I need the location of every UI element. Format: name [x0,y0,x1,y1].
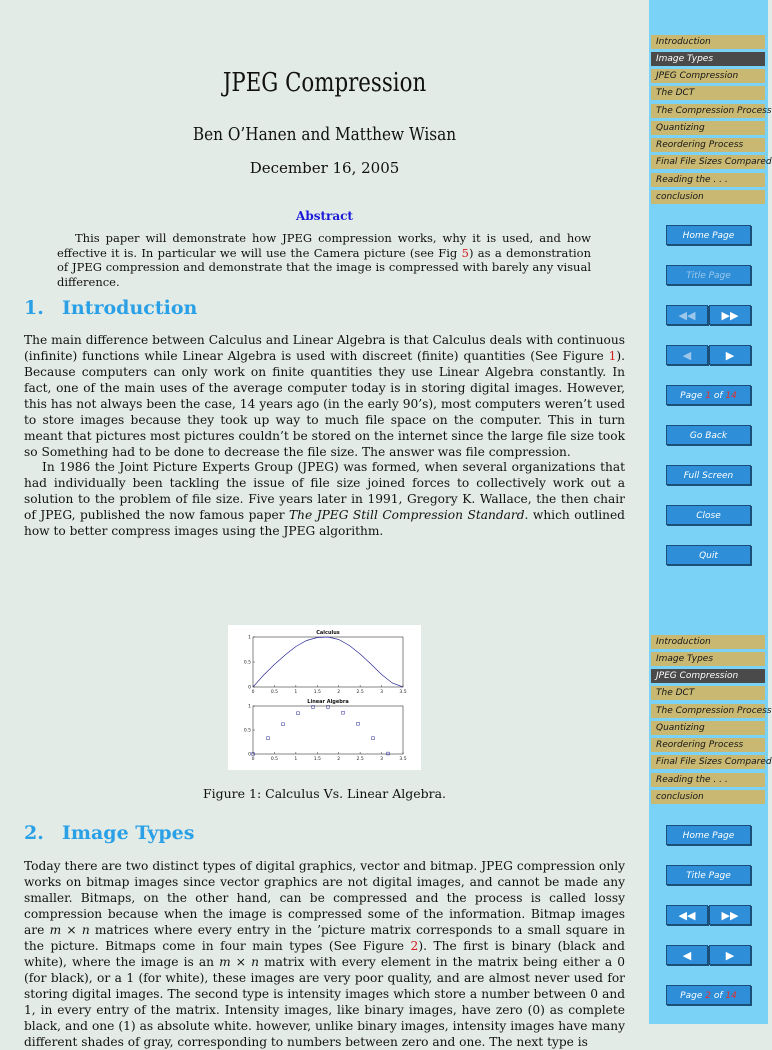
nav-bottom-compression-process[interactable]: The Compression Process [651,704,765,718]
x-tick-label: 1.5 [313,690,321,695]
page-total: 14 [725,991,737,1001]
nav-bottom-jpeg-compression[interactable]: JPEG Compression [651,669,765,683]
home-page-button[interactable]: Home Page [666,825,751,845]
scatter-point [372,737,375,740]
plot-title: Calculus [316,630,340,636]
nav-top-introduction[interactable]: Introduction [651,35,765,49]
figure-1-charts [228,625,421,770]
abstract-pre: This paper will demonstrate how JPEG compression works, why it is used, and how effective it is. In particular we will use the Camera picture (see Fig [57,231,591,260]
intro-paragraph-1 [24,332,625,460]
section-heading-introduction [24,297,197,319]
nav-bottom-introduction[interactable]: Introduction [651,635,765,649]
scatter-point [267,737,270,740]
intro-p1-pre: The main difference between Calculus and Linear Algebra is that Calculus deals with continuous (infinite) functions while Linear Algebra is used with discreet (finite) quantities (See Figure [24,333,625,363]
figure-reference-link[interactable]: 1 [608,349,617,363]
section-title: Image Types [62,822,195,844]
scatter-point [282,723,285,726]
previous-page-button[interactable]: ◀ [666,345,708,365]
figure-caption: Figure 1: Calculus Vs. Linear Algebra. [202,786,447,801]
x-tick-label: 0 [251,690,255,695]
page-total: 14 [725,391,737,401]
abstract-text [57,231,591,289]
nav-bottom-reading-the[interactable]: Reading the . . . [651,773,765,787]
nav-bottom-conclusion[interactable]: conclusion [651,790,765,804]
x-tick-label: 2 [337,757,341,762]
x-tick-label: 3 [380,757,384,762]
full-screen-button[interactable]: Full Screen [666,465,751,485]
intro-paragraph-2 [24,459,625,539]
previous-section-button[interactable]: ◀◀ [666,905,708,925]
it-p1-d: matrix with every element in the matrix being either a 0 (for black), or a 1 (for white), these images are very poor quality, and are almost never used for storing digital images. The second type is intensity images which store a number between 0 and 1, in every entry of the matrix. Intensity images, like binary images, have zero (0) as complete black, and one (1) as absolute white. however, unlike binary images, intensity images have many different shades of gray, corresponding to numbers between zero and one. The next type is [24,955,625,1049]
paper-title-italic: The JPEG Still Compression Standard. [289,508,529,522]
next-page-button[interactable]: ▶ [709,345,751,365]
page-current: 2 [705,991,711,1001]
section-heading-image-types [24,822,194,844]
title-page-button[interactable]: Title Page [666,865,751,885]
document-date: December 16, 2005 [249,159,400,177]
x-tick-label: 0 [251,757,255,762]
it-p1-a: Today there are two distinct types of digital graphics, vector and bitmap. JPEG compression only works on bitmap images since vector graphics are not digital images, and cannot be made any smaller. Bitmaps, on the other hand, can be compressed and the process is called lossy compression because when the image is compressed some of the information. Bitmap images are [24,859,625,937]
abstract-heading: Abstract [296,209,353,223]
document-authors: Ben O’Hanen and Matthew Wisan [192,124,457,145]
y-tick-label: 1 [248,704,251,710]
math-m-by-n: m × n [219,955,259,969]
plot-frame [253,706,403,754]
nav-bottom-reordering-process[interactable]: Reordering Process [651,738,765,752]
go-back-button[interactable]: Go Back [666,425,751,445]
x-tick-label: 1 [294,757,298,762]
nav-bottom-quantizing[interactable]: Quantizing [651,721,765,735]
page-of: of [710,991,726,1001]
page-of: of [710,391,726,401]
x-tick-label: 2.5 [356,757,364,762]
plot-frame [253,637,403,687]
nav-top-final-file-sizes[interactable]: Final File Sizes Compared [651,155,765,169]
page-prefix: Page [680,391,706,401]
intro-p1-post: ). Because computers can only work on finite quantities they use Linear Algebra constantly. In fact, one of the main uses of the average computer today is in storing digital images. However, this has not always been the case, 14 years ago (in the early 90’s), most computers weren’t used to store images because they took up way to much file space on the computer. This in turn meant that pictures most pictures couldn’t be stored on the internet since the large file size took so Something had to be done to decrease the file size. The answer was file compression. [24,349,625,459]
nav-bottom-final-file-sizes[interactable]: Final File Sizes Compared [651,755,765,769]
home-page-button[interactable]: Home Page [666,225,751,245]
nav-top-image-types[interactable]: Image Types [651,52,765,66]
next-section-button[interactable]: ▶▶ [709,905,751,925]
figure-1 [228,625,421,770]
next-page-button[interactable]: ▶ [709,945,751,965]
x-tick-label: 0.5 [270,757,279,762]
nav-bottom-image-types[interactable]: Image Types [651,652,765,666]
nav-bottom-the-dct[interactable]: The DCT [651,686,765,700]
section-number: 1. [24,297,44,319]
next-section-button[interactable]: ▶▶ [709,305,751,325]
nav-top-quantizing[interactable]: Quantizing [651,121,765,135]
math-m-by-n: m × n [49,923,90,937]
figure-reference-link[interactable]: 2 [410,939,419,953]
previous-page-button[interactable]: ◀ [666,945,708,965]
plot-title: Linear Algebra [307,699,349,705]
scatter-point [342,711,345,714]
scatter-point [297,712,300,715]
page-indicator [666,385,751,405]
it-p1-c: ). The first is binary (black and white), where the image is an [24,939,625,969]
intro-p2-pre: In 1986 the Joint Picture Experts Group (JPEG) was formed, when several organizations that had individually been tackling the issue of file size joined forces to collectively work out a solution to the problem of file size. Five years later in 1991, Gregory K. Wallace, the then chair of JPEG, published the now famous paper [24,460,625,522]
figure-reference-link[interactable]: 5 [461,245,469,260]
nav-top-reordering-process[interactable]: Reordering Process [651,138,765,152]
nav-top-conclusion[interactable]: conclusion [651,190,765,204]
image-types-paragraph [24,858,625,1050]
page-prefix: Page [680,991,706,1001]
y-tick-label: 0.5 [243,728,251,734]
x-tick-label: 1 [294,690,298,695]
document-title: JPEG Compression [222,68,427,98]
intro-p2-post: which outlined how to better compress images using the JPEG algorithm. [24,508,625,538]
abstract-post: ) as a demonstration of JPEG compression and demonstrate that the image is compressed with barely any visual difference. [57,245,591,289]
previous-section-button[interactable]: ◀◀ [666,305,708,325]
y-tick-label: 1 [248,635,251,641]
x-tick-label: 1.5 [313,757,321,762]
x-tick-label: 3 [380,690,384,695]
nav-top-reading-the[interactable]: Reading the . . . [651,173,765,187]
title-page-button[interactable]: Title Page [666,265,751,285]
y-tick-label: 0 [248,685,251,691]
y-tick-label: 0 [248,752,251,758]
scatter-point [387,752,390,755]
page-indicator [666,985,751,1005]
scatter-point [357,722,360,725]
y-tick-label: 0.5 [243,660,251,666]
x-tick-label: 2.5 [356,690,364,695]
page-current: 1 [705,391,711,401]
close-button[interactable]: Close [666,505,751,525]
section-number: 2. [24,822,44,844]
x-tick-label: 0.5 [270,690,279,695]
quit-button[interactable]: Quit [666,545,751,565]
it-p1-b: matrices where every entry in the ’picture matrix corresponds to a small square in the picture. Bitmaps come in four main types (See Figure [24,923,625,953]
x-tick-label: 2 [337,690,341,695]
nav-top-jpeg-compression[interactable]: JPEG Compression [651,69,765,83]
x-tick-label: 3.5 [399,757,407,762]
nav-top-compression-process[interactable]: The Compression Process [651,104,765,118]
calculus-curve [253,637,403,687]
nav-top-the-dct[interactable]: The DCT [651,86,765,100]
x-tick-label: 3.5 [399,690,407,695]
section-title: Introduction [62,297,198,319]
